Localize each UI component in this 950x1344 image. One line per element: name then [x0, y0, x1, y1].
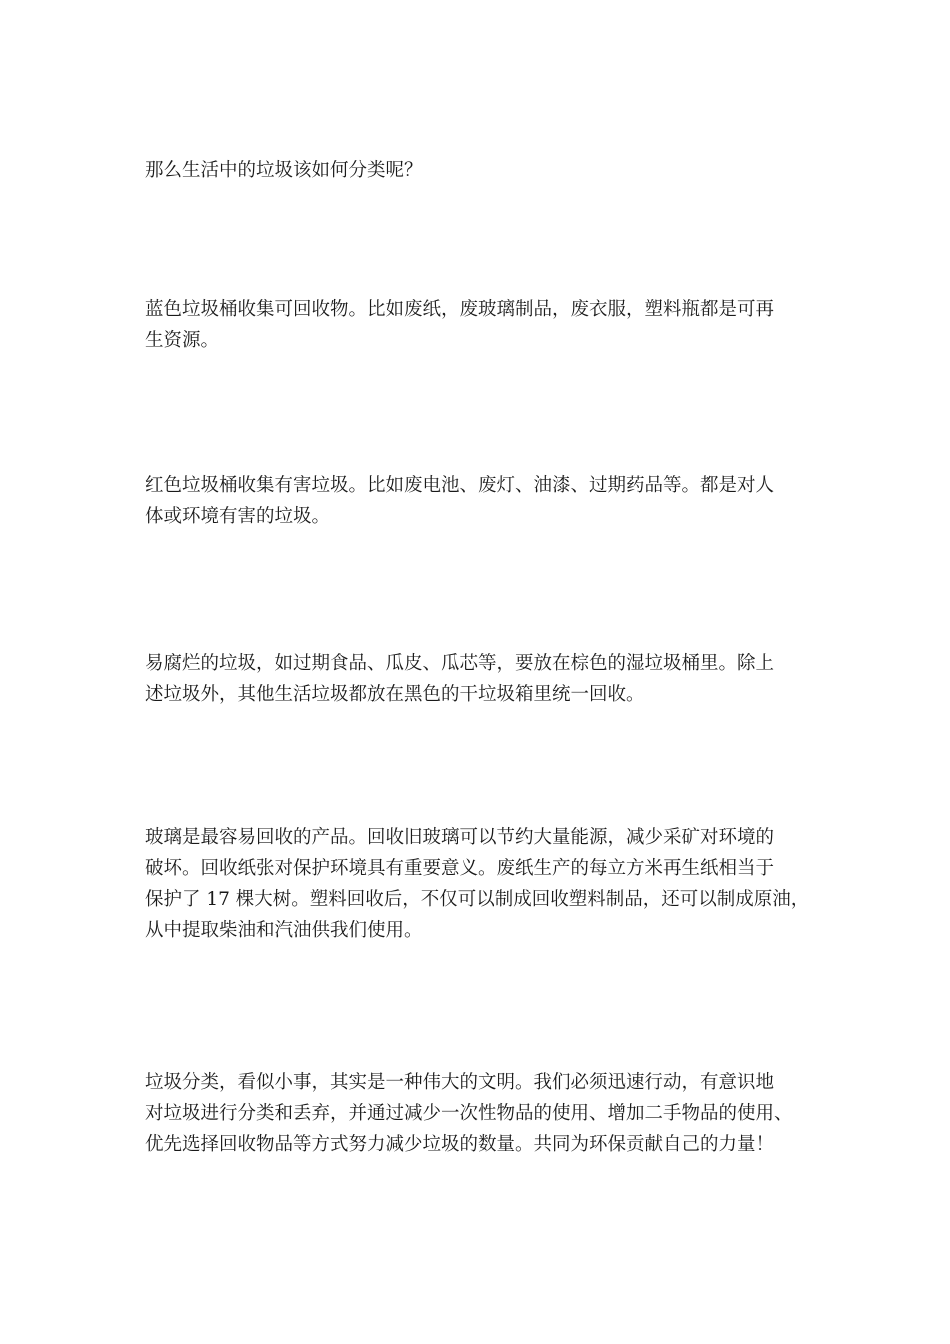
- text-line: 对垃圾进行分类和丢弃，并通过减少一次性物品的使用、增加二手物品的使用、: [145, 1103, 793, 1124]
- text-line: 破坏。回收纸张对保护环境具有重要意义。废纸生产的每立方米再生纸相当于: [145, 858, 775, 879]
- text-line: 蓝色垃圾桶收集可回收物。比如废纸，废玻璃制品，废衣服，塑料瓶都是可再: [145, 299, 775, 320]
- paragraph-hazardous: [145, 470, 813, 532]
- text-line: 红色垃圾桶收集有害垃圾。比如废电池、废灯、油漆、过期药品等。都是对人: [145, 475, 775, 496]
- text-line: 述垃圾外，其他生活垃圾都放在黑色的干垃圾箱里统一回收。: [145, 684, 645, 705]
- paragraph-conclusion: [145, 1067, 813, 1160]
- text-line: 保护了 17 棵大树。塑料回收后，不仅可以制成回收塑料制品，还可以制成原油，: [145, 889, 810, 910]
- paragraph-recyclables: [145, 294, 813, 356]
- text-line: 生资源。: [145, 330, 220, 351]
- text-line: 玻璃是最容易回收的产品。回收旧玻璃可以节约大量能源，减少采矿对环境的: [145, 827, 775, 848]
- text-line: 那么生活中的垃圾该如何分类呢？: [145, 160, 423, 181]
- paragraph-wet-dry-waste: [145, 648, 813, 710]
- text-line: 体或环境有害的垃圾。: [145, 506, 331, 527]
- text-line: 垃圾分类，看似小事，其实是一种伟大的文明。我们必须迅速行动，有意识地: [145, 1072, 775, 1093]
- paragraph-question: [145, 155, 813, 186]
- text-line: 优先选择回收物品等方式努力减少垃圾的数量。共同为环保贡献自己的力量！: [145, 1134, 775, 1155]
- text-line: 易腐烂的垃圾，如过期食品、瓜皮、瓜芯等，要放在棕色的湿垃圾桶里。除上: [145, 653, 775, 674]
- text-line: 从中提取柴油和汽油供我们使用。: [145, 920, 423, 941]
- paragraph-recycling-benefits: [145, 822, 813, 946]
